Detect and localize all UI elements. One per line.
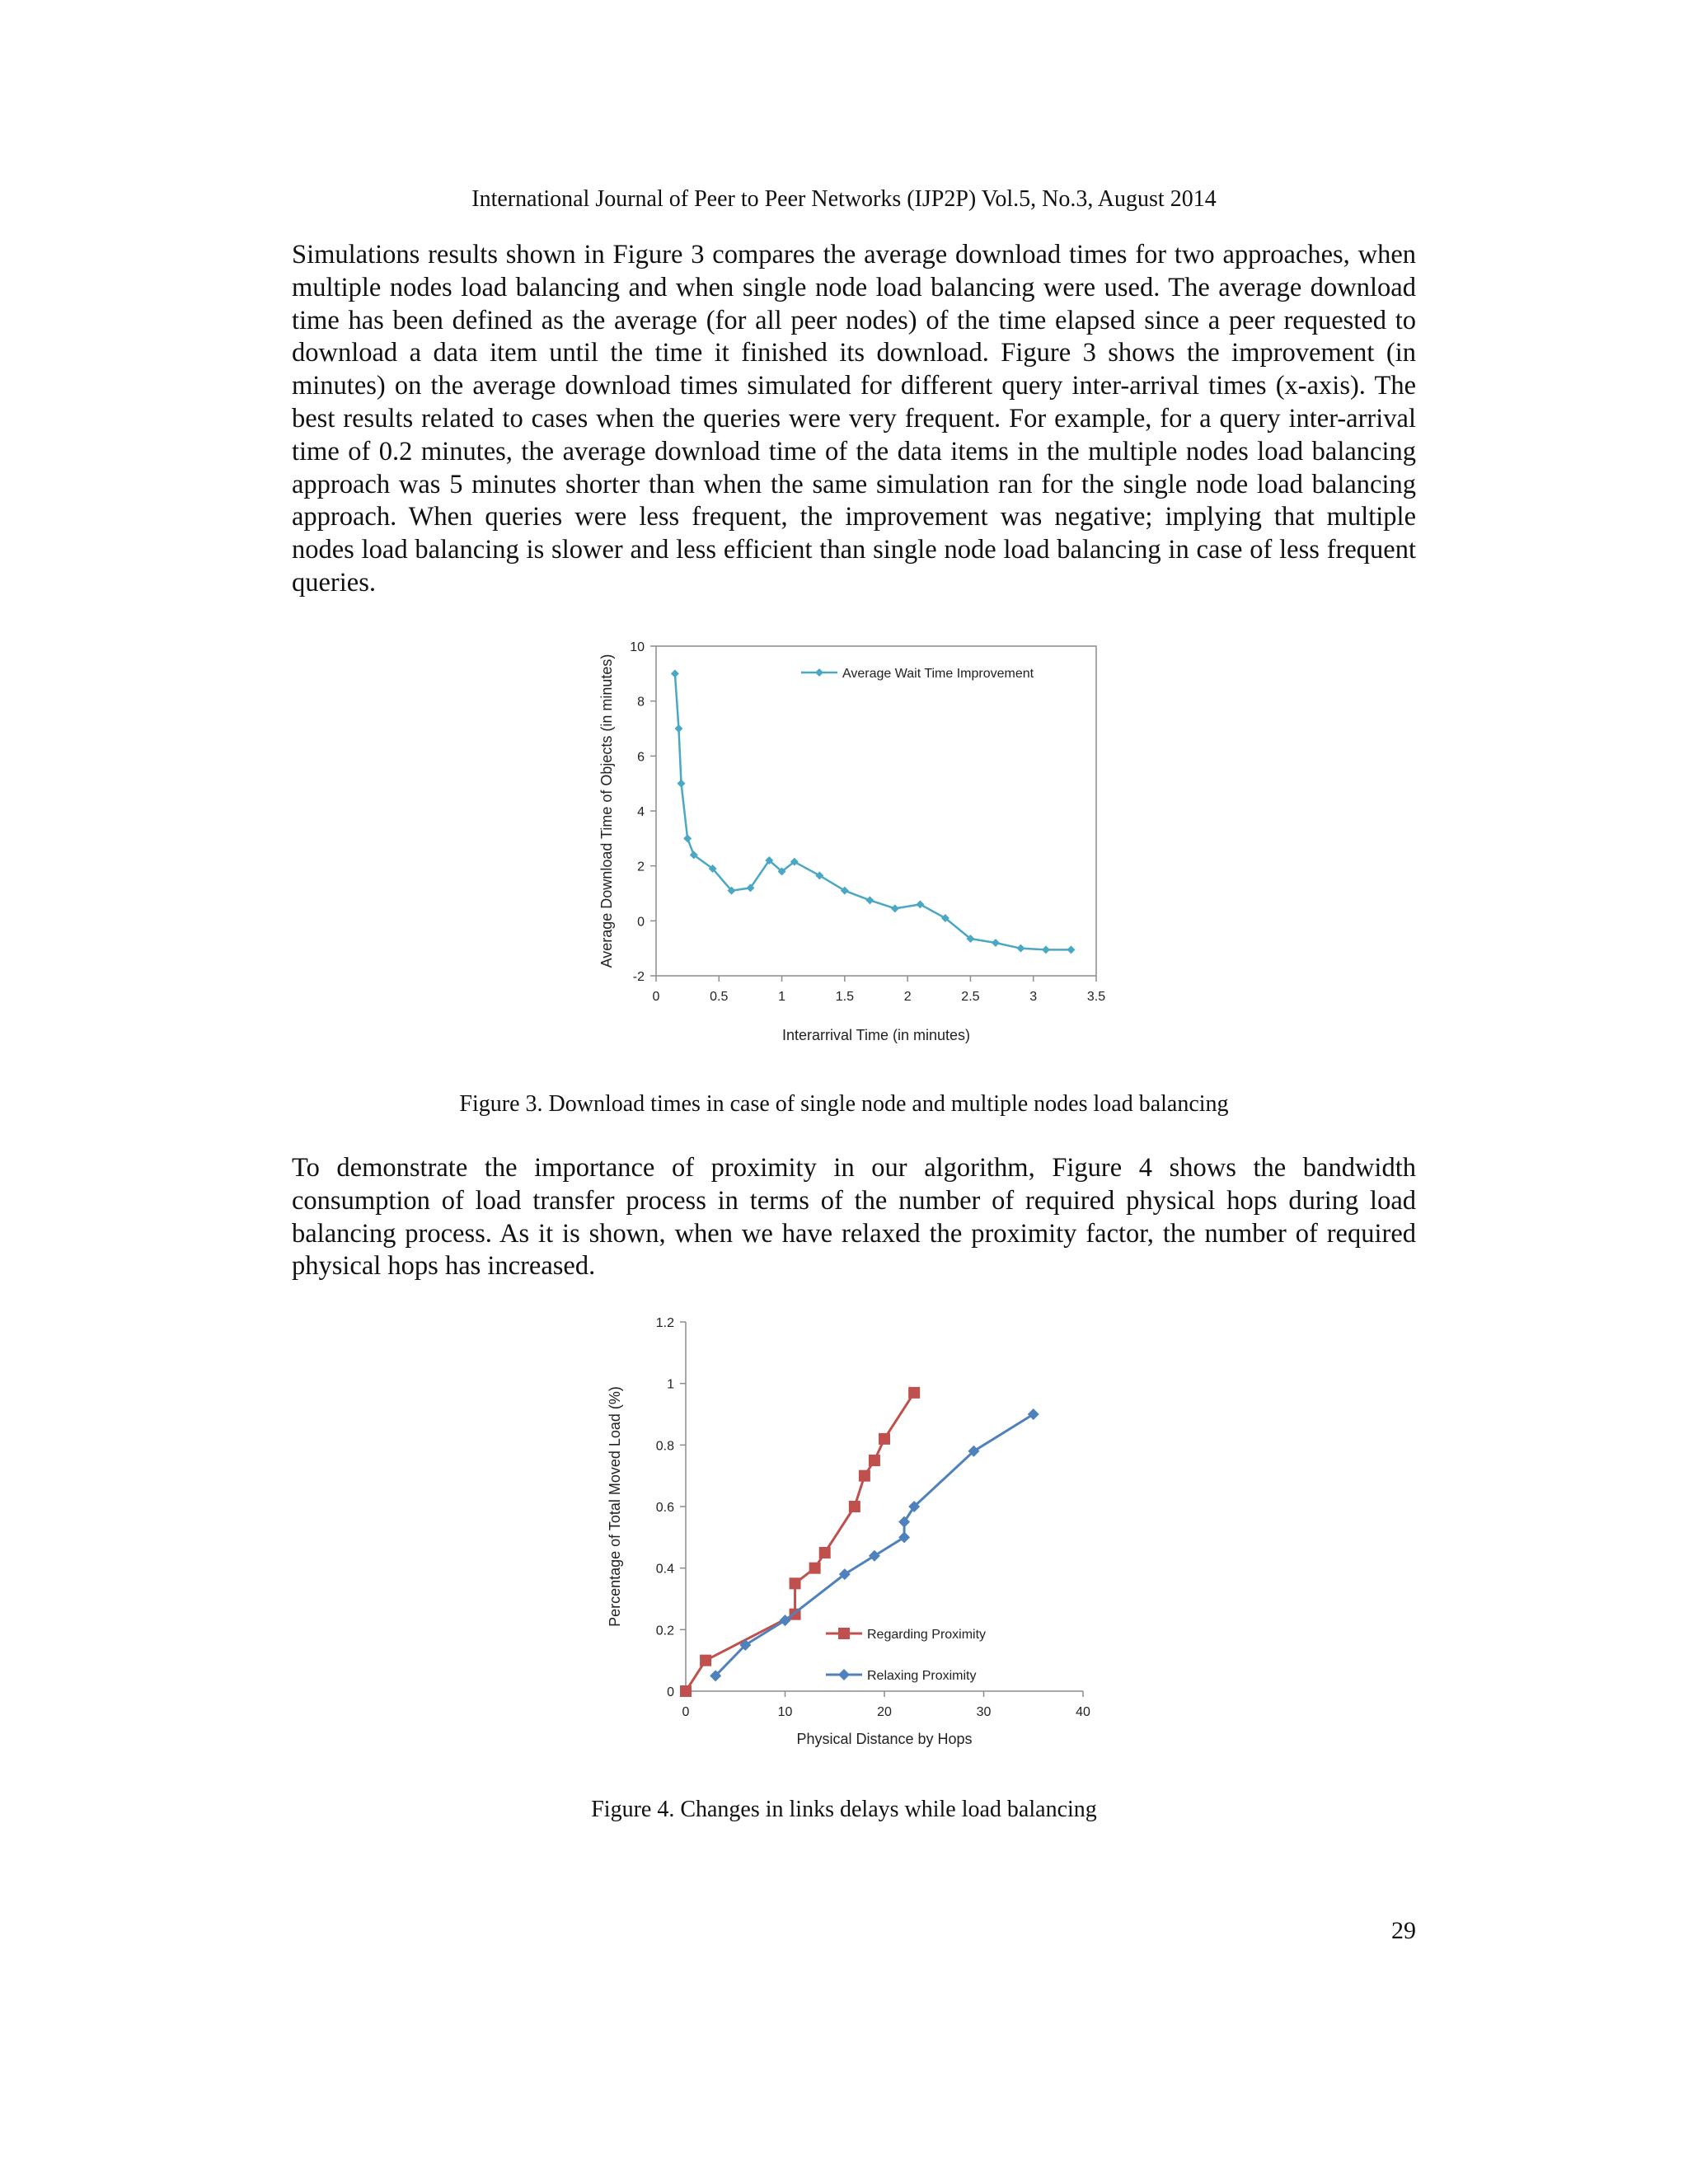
legend-marker — [815, 668, 823, 677]
x-tick-label: 10 — [777, 1705, 793, 1719]
series-line — [675, 673, 1071, 949]
data-point — [809, 1563, 821, 1574]
data-point — [859, 1470, 870, 1482]
x-tick-label: 3 — [1029, 990, 1038, 1004]
data-point — [819, 1547, 831, 1558]
x-tick-label: 2 — [903, 990, 912, 1004]
data-point — [849, 1501, 860, 1512]
y-tick-label: 0.2 — [655, 1624, 674, 1638]
data-point — [916, 900, 924, 908]
data-point — [674, 724, 682, 733]
data-point — [678, 780, 686, 788]
y-tick-label: 10 — [630, 640, 645, 654]
legend-label: Relaxing Proximity — [867, 1669, 977, 1683]
plot-frame — [656, 646, 1096, 976]
legend-marker — [838, 1628, 850, 1639]
y-axis-title: Percentage of Total Moved Load (%) — [607, 1386, 623, 1627]
paragraph-simulation-results: Simulations results shown in Figure 3 compares the average download times for two approaches, when multiple nodes load balancing and when single node load balancing were used. The average download time has been defined as the average (for all peer nodes) of the time elapsed since a peer requested to download a data item until the time it finished its download. Figure 3 shows the improvement (in minutes) on the average download times simulated for different query inter-arrival times (x-axis). The best results related to cases when the queries were very frequent. For example, for a query inter-arrival time of 0.2 minutes, the average download time of the data items in the multiple nodes load balancing approach was 5 minutes shorter than when the same simulation ran for the single node load balancing approach. When queries were less frequent, the improvement was negative; implying that multiple nodes load balancing is slower and less efficient than single node load balancing in case of less frequent queries. — [292, 240, 1416, 598]
x-tick-label: 1.5 — [835, 990, 854, 1004]
y-tick-label: 0.4 — [655, 1562, 674, 1577]
y-tick-label: 0 — [637, 915, 645, 930]
legend-marker — [838, 1669, 850, 1680]
data-point — [891, 904, 899, 912]
page-number: 29 — [1391, 1917, 1416, 1944]
x-tick-label: 40 — [1076, 1705, 1090, 1719]
y-tick-label: 2 — [637, 860, 645, 874]
data-point — [700, 1655, 711, 1666]
data-point — [898, 1531, 910, 1543]
paragraph-proximity: To demonstrate the importance of proximity in our algorithm, Figure 4 shows the bandwidth consumption of load transfer process in terms of the number of required physical hops during load balancing process. As it is shown, when we have relaxed the proximity factor, the number of required physical hops has increased. — [292, 1153, 1416, 1282]
data-point — [790, 1577, 801, 1589]
data-point — [683, 834, 692, 842]
data-point — [1016, 944, 1025, 953]
y-tick-label: 4 — [637, 805, 645, 819]
data-point — [869, 1455, 880, 1466]
y-tick-label: 8 — [637, 695, 645, 710]
data-point — [671, 669, 679, 677]
x-tick-label: 30 — [976, 1705, 992, 1719]
x-tick-label: 0 — [682, 1705, 690, 1719]
x-tick-label: 1 — [778, 990, 786, 1004]
journal-header: International Journal of Peer to Peer Networks (IJP2P) Vol.5, No.3, August 2014 — [471, 186, 1217, 212]
y-tick-label: 6 — [637, 750, 645, 765]
x-tick-label: 0.5 — [710, 990, 729, 1004]
data-point — [680, 1685, 692, 1697]
figure-4-caption: Figure 4. Changes in links delays while load balancing — [591, 1797, 1097, 1822]
data-point — [879, 1433, 890, 1445]
x-axis-title: Interarrival Time (in minutes) — [781, 1027, 971, 1043]
data-point — [992, 939, 1000, 947]
data-point — [1028, 1408, 1039, 1420]
y-tick-label: 0 — [667, 1685, 674, 1699]
y-axis-title: Average Download Time of Objects (in minutes) — [598, 654, 615, 968]
data-point — [865, 896, 874, 904]
legend-label: Regarding Proximity — [867, 1628, 987, 1642]
figure-3-caption: Figure 3. Download times in case of single node and multiple nodes load balancing — [459, 1091, 1229, 1117]
x-tick-label: 2.5 — [961, 990, 980, 1004]
series-regarding-proximity — [680, 1387, 920, 1697]
y-tick-label: 0.6 — [655, 1501, 674, 1515]
y-tick-label: -2 — [632, 970, 645, 984]
y-tick-label: 1 — [667, 1377, 674, 1392]
x-tick-label: 20 — [877, 1705, 892, 1719]
series-average-wait-time-improvement — [671, 669, 1076, 954]
figure-3-chart — [590, 626, 1118, 1071]
data-point — [869, 1550, 880, 1562]
x-axis-title: Physical Distance by Hops — [796, 1731, 973, 1747]
data-point — [908, 1387, 920, 1399]
data-point — [1067, 945, 1075, 954]
figure-4-chart — [598, 1302, 1118, 1764]
y-tick-label: 1.2 — [655, 1316, 674, 1330]
x-tick-label: 0 — [652, 990, 660, 1004]
y-tick-label: 0.8 — [655, 1439, 674, 1454]
legend-label: Average Wait Time Improvement — [842, 667, 1034, 681]
x-tick-label: 3.5 — [1086, 990, 1106, 1004]
data-point — [1042, 945, 1050, 954]
